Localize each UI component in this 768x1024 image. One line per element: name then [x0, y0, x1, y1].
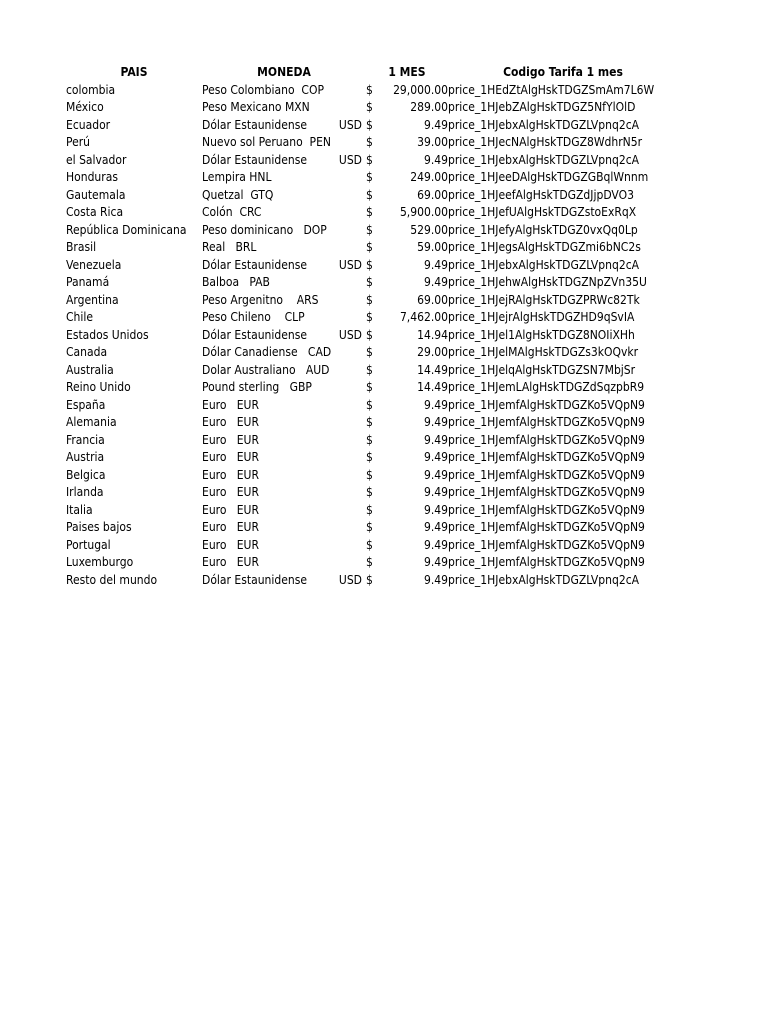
cell-moneda	[202, 134, 366, 152]
cell-price-code: price_1HJemfAlgHskTDGZKo5VQpN9	[448, 432, 645, 447]
cell-pais: el Salvador	[66, 152, 127, 167]
cell-currency-symbol: $	[366, 240, 373, 254]
cell-moneda	[202, 484, 366, 502]
cell-currency-symbol: $	[366, 187, 373, 202]
cell-currency-symbol: $	[366, 415, 373, 429]
cell-currency-symbol: $	[366, 345, 373, 359]
cell-amount: 9.49	[423, 450, 448, 464]
cell-currency-symbol: $	[366, 170, 373, 184]
header-mes: 1 MES	[388, 65, 426, 79]
cell-price-code: price_1HJemLAlgHskTDGZdSqzpbR9	[448, 380, 645, 394]
cell-price-code: price_1HJemfAlgHskTDGZKo5VQpN9	[448, 537, 645, 552]
table-row	[66, 152, 678, 170]
cell-currency-symbol: $	[366, 432, 373, 447]
cell-pais: México	[66, 100, 104, 114]
cell-price-code: price_1HJemfAlgHskTDGZKo5VQpN9	[448, 485, 645, 499]
moneda-name: Real BRL	[202, 240, 257, 254]
cell-moneda	[202, 432, 366, 450]
moneda-name: Euro EUR	[202, 467, 259, 482]
cell-amount: 69.00	[417, 187, 448, 202]
table-row	[66, 187, 678, 205]
table-row	[66, 169, 678, 187]
cell-amount: 529.00	[410, 222, 448, 237]
moneda-name: Pound sterling GBP	[202, 380, 312, 394]
table-row	[66, 204, 678, 222]
moneda-name: Balboa PAB	[202, 275, 270, 289]
cell-amount: 9.49	[423, 555, 448, 569]
table-row	[66, 82, 678, 100]
cell-pais: Costa Rica	[66, 205, 124, 219]
cell-amount: 9.49	[423, 415, 448, 429]
cell-moneda	[202, 257, 366, 275]
cell-amount: 9.49	[423, 117, 448, 132]
cell-price-code: price_1HJemfAlgHskTDGZKo5VQpN9	[448, 520, 645, 534]
cell-price-code: price_1HJelMAlgHskTDGZs3kOQvkr	[448, 345, 639, 359]
cell-pais: Gautemala	[66, 187, 126, 202]
moneda-name: Dólar Estaunidense	[202, 117, 307, 132]
cell-currency-symbol: $	[366, 327, 373, 342]
cell-moneda	[202, 502, 366, 520]
table-row	[66, 414, 678, 432]
moneda-name: Peso Chileno CLP	[202, 310, 305, 324]
cell-price-code: price_1HJemfAlgHskTDGZKo5VQpN9	[448, 415, 645, 429]
cell-pais: Alemania	[66, 415, 117, 429]
cell-amount: 9.49	[423, 537, 448, 552]
cell-currency-symbol: $	[366, 572, 373, 587]
cell-amount: 9.49	[423, 432, 448, 447]
cell-currency-symbol: $	[366, 310, 373, 324]
cell-pais: Reino Unido	[66, 380, 131, 394]
cell-price-code: price_1HJehwAlgHskTDGZNpZVn35U	[448, 275, 647, 289]
moneda-name: Colón CRC	[202, 205, 262, 219]
cell-amount: 7,462.00	[399, 310, 448, 324]
table-row	[66, 257, 678, 275]
moneda-code: USD	[338, 257, 362, 272]
cell-pais: Austria	[66, 450, 105, 464]
cell-moneda	[202, 362, 366, 380]
moneda-name: Dólar Estaunidense	[202, 572, 307, 587]
moneda-name: Dolar Australiano AUD	[202, 362, 330, 377]
cell-moneda	[202, 239, 366, 257]
cell-moneda	[202, 554, 366, 572]
cell-amount: 9.49	[423, 152, 448, 167]
cell-moneda	[202, 397, 366, 415]
cell-currency-symbol: $	[366, 257, 373, 272]
table-row	[66, 362, 678, 380]
cell-amount: 5,900.00	[399, 205, 448, 219]
moneda-name: Peso Argenitno ARS	[202, 292, 319, 307]
cell-amount: 59.00	[417, 240, 448, 254]
cell-pais: Ecuador	[66, 117, 111, 132]
cell-amount: 9.49	[423, 257, 448, 272]
cell-price-code: price_1HJegsAlgHskTDGZmi6bNC2s	[448, 240, 641, 254]
table-row	[66, 397, 678, 415]
moneda-code: USD	[338, 572, 362, 587]
cell-moneda	[202, 327, 366, 345]
moneda-name: Quetzal GTQ	[202, 187, 274, 202]
cell-price-code: price_1HJebxAlgHskTDGZLVpnq2cA	[448, 152, 640, 167]
cell-moneda	[202, 292, 366, 310]
table-row	[66, 554, 678, 572]
cell-amount: 69.00	[417, 292, 448, 307]
cell-amount: 9.49	[423, 520, 448, 534]
cell-pais: Perú	[66, 135, 91, 149]
cell-amount: 9.49	[423, 397, 448, 412]
cell-pais: Brasil	[66, 240, 97, 254]
cell-amount: 29.00	[417, 345, 448, 359]
cell-amount: 9.49	[423, 502, 448, 517]
cell-amount: 29,000.00	[393, 82, 448, 97]
cell-currency-symbol: $	[366, 362, 373, 377]
cell-price-code: price_1HJebZAlgHskTDGZ5NfYlOlD	[448, 100, 636, 114]
cell-price-code: price_1HJeefAlgHskTDGZdJjpDVO3	[448, 187, 634, 202]
cell-price-code: price_1HJebxAlgHskTDGZLVpnq2cA	[448, 117, 640, 132]
cell-pais: Francia	[66, 432, 105, 447]
cell-pais: República Dominicana	[66, 222, 187, 237]
cell-moneda	[202, 117, 366, 135]
cell-currency-symbol: $	[366, 292, 373, 307]
cell-pais: Estados Unidos	[66, 327, 149, 342]
moneda-name: Euro EUR	[202, 397, 259, 412]
cell-pais: Paises bajos	[66, 520, 132, 534]
cell-pais: Belgica	[66, 467, 106, 482]
cell-pais: Australia	[66, 362, 114, 377]
cell-pais: Honduras	[66, 170, 118, 184]
table-row	[66, 502, 678, 520]
cell-price-code: price_1HJel1AlgHskTDGZ8NOIiXHh	[448, 327, 635, 342]
cell-pais: Portugal	[66, 537, 111, 552]
table-row	[66, 99, 678, 117]
cell-currency-symbol: $	[366, 555, 373, 569]
header-codigo: Codigo Tarifa 1 mes	[503, 65, 623, 79]
cell-amount: 9.49	[423, 572, 448, 587]
table-row	[66, 292, 678, 310]
cell-currency-symbol: $	[366, 502, 373, 517]
cell-currency-symbol: $	[366, 467, 373, 482]
cell-moneda	[202, 379, 366, 397]
moneda-name: Nuevo sol Peruano PEN	[202, 135, 331, 149]
cell-pais: Chile	[66, 310, 94, 324]
cell-moneda	[202, 274, 366, 292]
cell-pais: Venezuela	[66, 257, 122, 272]
cell-moneda	[202, 344, 366, 362]
header-row	[66, 64, 678, 82]
table-row	[66, 467, 678, 485]
cell-moneda	[202, 187, 366, 205]
cell-price-code: price_1HJejrAlgHskTDGZHD9qSvIA	[448, 310, 635, 324]
cell-currency-symbol: $	[366, 275, 373, 289]
cell-moneda	[202, 99, 366, 117]
cell-currency-symbol: $	[366, 380, 373, 394]
moneda-name: Peso Mexicano MXN	[202, 100, 310, 114]
moneda-name: Peso dominicano DOP	[202, 222, 327, 237]
cell-price-code: price_1HJecNAlgHskTDGZ8WdhrN5r	[448, 135, 643, 149]
table-row	[66, 327, 678, 345]
cell-currency-symbol: $	[366, 222, 373, 237]
cell-moneda	[202, 169, 366, 187]
cell-pais: Italia	[66, 502, 93, 517]
cell-price-code: price_1HJemfAlgHskTDGZKo5VQpN9	[448, 397, 645, 412]
cell-moneda	[202, 152, 366, 170]
cell-price-code: price_1HJebxAlgHskTDGZLVpnq2cA	[448, 572, 640, 587]
cell-currency-symbol: $	[366, 450, 373, 464]
cell-price-code: price_1HJemfAlgHskTDGZKo5VQpN9	[448, 467, 645, 482]
cell-pais: Argentina	[66, 292, 119, 307]
cell-amount: 14.49	[417, 362, 448, 377]
cell-price-code: price_1HJeeDAlgHskTDGZGBqlWnnm	[448, 170, 649, 184]
table-row	[66, 239, 678, 257]
price-table	[66, 64, 678, 589]
moneda-name: Euro EUR	[202, 555, 259, 569]
moneda-name: Dólar Canadiense CAD	[202, 345, 332, 359]
table-row	[66, 484, 678, 502]
cell-price-code: price_1HJebxAlgHskTDGZLVpnq2cA	[448, 257, 640, 272]
table-row	[66, 432, 678, 450]
table-row	[66, 572, 678, 590]
cell-moneda	[202, 519, 366, 537]
cell-price-code: price_1HJelqAlgHskTDGZSN7MbjSr	[448, 362, 636, 377]
cell-currency-symbol: $	[366, 82, 373, 97]
moneda-name: Dólar Estaunidense	[202, 257, 307, 272]
cell-currency-symbol: $	[366, 117, 373, 132]
moneda-name: Euro EUR	[202, 432, 259, 447]
cell-moneda	[202, 449, 366, 467]
cell-currency-symbol: $	[366, 100, 373, 114]
cell-moneda	[202, 572, 366, 590]
moneda-code: USD	[338, 117, 362, 132]
moneda-name: Lempira HNL	[202, 170, 272, 184]
cell-amount: 9.49	[423, 467, 448, 482]
table-row	[66, 379, 678, 397]
moneda-name: Euro EUR	[202, 520, 259, 534]
table-row	[66, 134, 678, 152]
table-row	[66, 449, 678, 467]
header-moneda: MONEDA	[257, 65, 311, 79]
cell-price-code: price_1HJemfAlgHskTDGZKo5VQpN9	[448, 450, 645, 464]
moneda-name: Euro EUR	[202, 537, 259, 552]
table-row	[66, 222, 678, 240]
cell-amount: 289.00	[410, 100, 448, 114]
moneda-name: Euro EUR	[202, 502, 259, 517]
cell-moneda	[202, 204, 366, 222]
cell-price-code: price_1HJejRAlgHskTDGZPRWc82Tk	[448, 292, 640, 307]
table-row	[66, 309, 678, 327]
cell-currency-symbol: $	[366, 205, 373, 219]
cell-currency-symbol: $	[366, 135, 373, 149]
cell-pais: Irlanda	[66, 485, 104, 499]
cell-amount: 9.49	[423, 485, 448, 499]
moneda-name: Euro EUR	[202, 485, 259, 499]
cell-pais: Resto del mundo	[66, 572, 158, 587]
cell-moneda	[202, 467, 366, 485]
header-pais: PAIS	[120, 65, 148, 79]
cell-price-code: price_1HJefUAlgHskTDGZstoExRqX	[448, 205, 637, 219]
cell-pais: Luxemburgo	[66, 555, 134, 569]
cell-amount: 14.94	[417, 327, 448, 342]
moneda-name: Dólar Estaunidense	[202, 152, 307, 167]
moneda-code: USD	[338, 327, 362, 342]
cell-amount: 39.00	[417, 135, 448, 149]
cell-price-code: price_1HJemfAlgHskTDGZKo5VQpN9	[448, 555, 645, 569]
cell-pais: Panamá	[66, 275, 110, 289]
cell-currency-symbol: $	[366, 485, 373, 499]
cell-amount: 14.49	[417, 380, 448, 394]
cell-moneda	[202, 222, 366, 240]
cell-currency-symbol: $	[366, 397, 373, 412]
cell-price-code: price_1HJemfAlgHskTDGZKo5VQpN9	[448, 502, 645, 517]
cell-moneda	[202, 309, 366, 327]
cell-moneda	[202, 414, 366, 432]
cell-pais: Canada	[66, 345, 108, 359]
cell-currency-symbol: $	[366, 520, 373, 534]
moneda-name: Euro EUR	[202, 450, 259, 464]
moneda-name: Euro EUR	[202, 415, 259, 429]
moneda-code: USD	[338, 152, 362, 167]
table-row	[66, 344, 678, 362]
cell-currency-symbol: $	[366, 537, 373, 552]
cell-moneda	[202, 537, 366, 555]
table-row	[66, 274, 678, 292]
cell-moneda	[202, 82, 366, 100]
cell-pais: España	[66, 397, 106, 412]
table-body	[66, 82, 678, 590]
moneda-name: Peso Colombiano COP	[202, 82, 324, 97]
table-row	[66, 117, 678, 135]
cell-price-code: price_1HEdZtAlgHskTDGZSmAm7L6W	[448, 82, 655, 97]
cell-pais: colombia	[66, 82, 116, 97]
moneda-name: Dólar Estaunidense	[202, 327, 307, 342]
table-row	[66, 519, 678, 537]
cell-amount: 249.00	[410, 170, 448, 184]
cell-price-code: price_1HJefyAlgHskTDGZ0vxQq0Lp	[448, 222, 638, 237]
table-row	[66, 537, 678, 555]
cell-amount: 9.49	[423, 275, 448, 289]
cell-currency-symbol: $	[366, 152, 373, 167]
